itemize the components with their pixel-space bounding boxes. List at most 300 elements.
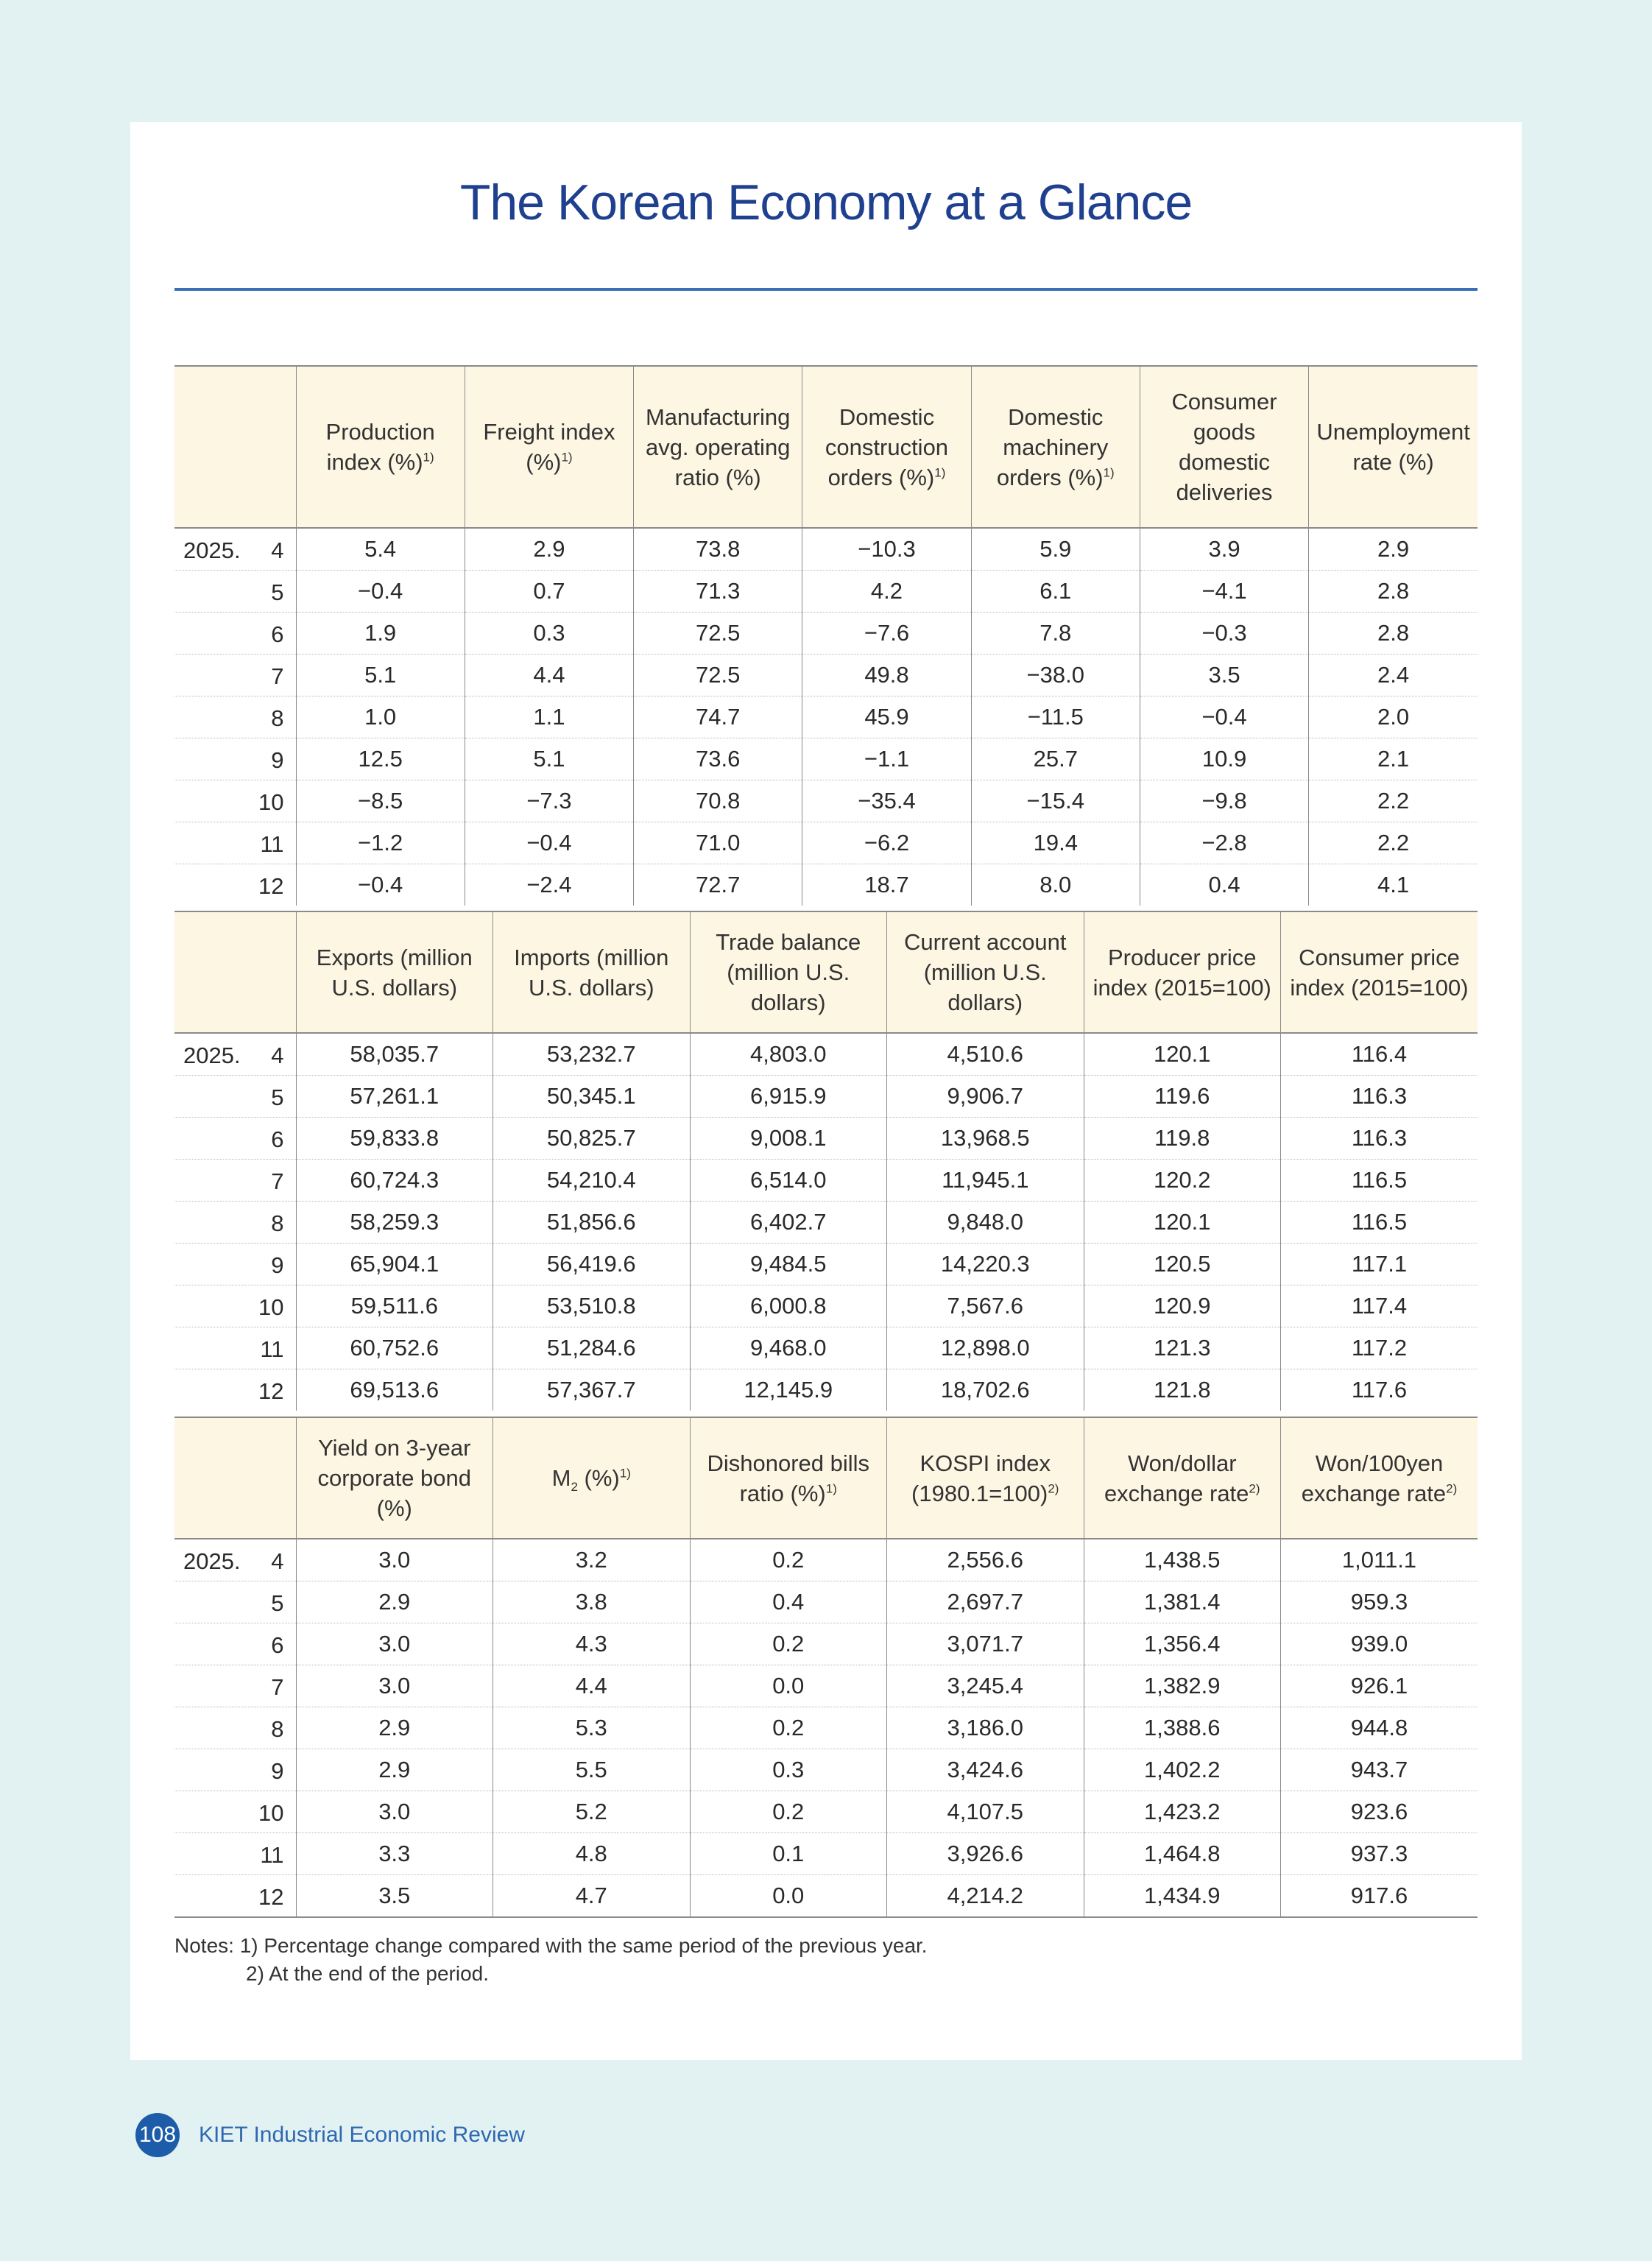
period-month: 6 — [271, 1632, 284, 1658]
data-cell: 1.1 — [465, 696, 633, 738]
data-cell: 117.2 — [1281, 1327, 1478, 1369]
data-cell: 5.3 — [493, 1707, 691, 1749]
footnote-marker: 1) — [934, 465, 946, 480]
table-row — [174, 1623, 1478, 1665]
table-row — [174, 1160, 1478, 1202]
table-row — [174, 1665, 1478, 1707]
period-cell — [174, 1033, 296, 1076]
data-cell: 3.5 — [1140, 655, 1308, 696]
data-cell: 4,214.2 — [887, 1875, 1084, 1918]
column-header — [493, 911, 691, 1033]
footnote-marker: 1) — [619, 1466, 631, 1481]
table-body — [174, 1033, 1478, 1411]
footnote-marker: 1) — [1103, 465, 1115, 480]
data-cell: 1,388.6 — [1084, 1707, 1281, 1749]
data-cell: 59,511.6 — [296, 1285, 493, 1327]
data-cell: 923.6 — [1281, 1791, 1478, 1833]
data-cell: 2.1 — [1309, 738, 1478, 780]
data-cell: −10.3 — [802, 528, 971, 571]
data-cell: 0.2 — [690, 1539, 887, 1581]
data-cell: 65,904.1 — [296, 1244, 493, 1285]
data-cell: 121.3 — [1084, 1327, 1281, 1369]
data-cell: 4.3 — [493, 1623, 691, 1665]
column-header-subscript: 2 — [571, 1480, 578, 1495]
column-header-label: Production index (%) — [325, 419, 435, 475]
data-cell: 5.5 — [493, 1749, 691, 1791]
table-row — [174, 1581, 1478, 1623]
data-cell: 72.5 — [634, 613, 802, 655]
period-month: 7 — [271, 1674, 284, 1700]
data-cell: 6.1 — [971, 571, 1140, 613]
data-cell: 3.0 — [296, 1665, 493, 1707]
table-row — [174, 822, 1478, 864]
period-month: 6 — [271, 1126, 284, 1152]
column-header-label: Dishonored bills ratio (%) — [707, 1450, 870, 1506]
data-cell: 0.7 — [465, 571, 633, 613]
title-divider — [174, 288, 1478, 291]
data-cell: 70.8 — [634, 780, 802, 822]
data-cell: 120.9 — [1084, 1285, 1281, 1327]
data-cell: 9,008.1 — [690, 1118, 887, 1160]
data-cell: −6.2 — [802, 822, 971, 864]
data-cell: 1,423.2 — [1084, 1791, 1281, 1833]
data-cell: 12,145.9 — [690, 1369, 887, 1411]
period-cell — [174, 1369, 296, 1411]
period-cell — [174, 1118, 296, 1160]
page-sheet — [130, 122, 1522, 2060]
column-header-label: Trade balance (million U.S. dollars) — [716, 929, 861, 1015]
data-cell: 12.5 — [296, 738, 465, 780]
data-cell: 49.8 — [802, 655, 971, 696]
data-cell: 11,945.1 — [887, 1160, 1084, 1202]
period-cell — [174, 864, 296, 906]
data-cell: −7.3 — [465, 780, 633, 822]
data-cell: 12,898.0 — [887, 1327, 1084, 1369]
table-body — [174, 1539, 1478, 1917]
data-cell: 0.0 — [690, 1665, 887, 1707]
period-cell — [174, 1076, 296, 1118]
data-cell: 0.1 — [690, 1833, 887, 1875]
table-row — [174, 1875, 1478, 1918]
data-cell: 2.4 — [1309, 655, 1478, 696]
data-cell: 117.1 — [1281, 1244, 1478, 1285]
column-header-label: Unemployment rate (%) — [1316, 419, 1470, 475]
data-cell: 2.9 — [296, 1707, 493, 1749]
period-month: 11 — [260, 831, 284, 857]
data-cell: 4,107.5 — [887, 1791, 1084, 1833]
data-cell: 6,000.8 — [690, 1285, 887, 1327]
data-cell: 6,514.0 — [690, 1160, 887, 1202]
table-row — [174, 1539, 1478, 1581]
footnote-marker: 1) — [561, 450, 573, 465]
period-month: 7 — [271, 663, 284, 689]
data-cell: 3.8 — [493, 1581, 691, 1623]
table-header-row — [174, 1417, 1478, 1539]
data-cell: 3,926.6 — [887, 1833, 1084, 1875]
table-row — [174, 780, 1478, 822]
data-cell: 50,825.7 — [493, 1118, 691, 1160]
period-year: 2025. — [183, 1548, 241, 1574]
period-cell — [174, 613, 296, 655]
table-row — [174, 1369, 1478, 1411]
data-cell: 939.0 — [1281, 1623, 1478, 1665]
data-cell: 3.0 — [296, 1539, 493, 1581]
period-month: 12 — [258, 1378, 284, 1404]
period-month: 6 — [271, 621, 284, 647]
column-header — [1281, 911, 1478, 1033]
data-cell: 5.2 — [493, 1791, 691, 1833]
data-cell: 3.0 — [296, 1791, 493, 1833]
table-financial-indicators — [174, 1417, 1478, 1918]
data-cell: 937.3 — [1281, 1833, 1478, 1875]
period-month: 5 — [271, 1590, 284, 1616]
data-cell: 0.3 — [690, 1749, 887, 1791]
data-cell: 51,284.6 — [493, 1327, 691, 1369]
data-cell: 4.4 — [493, 1665, 691, 1707]
data-cell: 3,071.7 — [887, 1623, 1084, 1665]
header-period — [174, 1417, 296, 1539]
column-header — [465, 366, 633, 528]
column-header-label: Consumer goods domestic deliveries — [1171, 389, 1277, 505]
period-year: 2025. — [183, 537, 241, 563]
data-cell: 4.4 — [465, 655, 633, 696]
period-month: 8 — [271, 1716, 284, 1742]
period-month: 12 — [258, 1884, 284, 1910]
data-cell: 53,510.8 — [493, 1285, 691, 1327]
data-cell: 18.7 — [802, 864, 971, 906]
footnote-marker: 1) — [423, 450, 434, 465]
data-cell: 3.5 — [296, 1875, 493, 1918]
data-cell: 1,402.2 — [1084, 1749, 1281, 1791]
data-cell: 3.2 — [493, 1539, 691, 1581]
page-title: The Korean Economy at a Glance — [459, 174, 1193, 230]
period-month: 8 — [271, 705, 284, 731]
data-cell: −2.8 — [1140, 822, 1308, 864]
data-cell: 71.3 — [634, 571, 802, 613]
table-header-row — [174, 366, 1478, 528]
table-row — [174, 864, 1478, 906]
column-header-label-suffix: (%) — [577, 1465, 620, 1491]
data-cell: 9,484.5 — [690, 1244, 887, 1285]
data-cell: 72.7 — [634, 864, 802, 906]
data-cell: 0.4 — [690, 1581, 887, 1623]
data-cell: −0.4 — [465, 822, 633, 864]
data-cell: 51,856.6 — [493, 1202, 691, 1244]
data-cell: −8.5 — [296, 780, 465, 822]
period-cell — [174, 655, 296, 696]
data-cell: 120.1 — [1084, 1033, 1281, 1076]
data-cell: 119.8 — [1084, 1118, 1281, 1160]
data-cell: 2.9 — [465, 528, 633, 571]
table-row — [174, 1749, 1478, 1791]
page-number-badge: 108 — [135, 2113, 180, 2157]
data-cell: 13,968.5 — [887, 1118, 1084, 1160]
data-cell: 119.6 — [1084, 1076, 1281, 1118]
table-notes — [174, 1932, 928, 1988]
table-body — [174, 528, 1478, 906]
footnote-marker: 2) — [1249, 1481, 1260, 1496]
period-month: 4 — [271, 1548, 284, 1574]
period-cell — [174, 528, 296, 571]
period-cell — [174, 1539, 296, 1581]
period-cell — [174, 696, 296, 738]
data-cell: 7,567.6 — [887, 1285, 1084, 1327]
period-year: 2025. — [183, 1043, 241, 1068]
data-cell: 4.1 — [1309, 864, 1478, 906]
data-cell: 926.1 — [1281, 1665, 1478, 1707]
data-cell: 120.5 — [1084, 1244, 1281, 1285]
footnote-marker: 2) — [1048, 1481, 1059, 1496]
data-cell: 1.0 — [296, 696, 465, 738]
data-cell: 2.8 — [1309, 613, 1478, 655]
data-cell: 58,259.3 — [296, 1202, 493, 1244]
column-header — [1084, 911, 1281, 1033]
footnote-marker: 2) — [1446, 1481, 1458, 1496]
period-cell — [174, 780, 296, 822]
data-cell: −0.4 — [296, 864, 465, 906]
data-cell: 943.7 — [1281, 1749, 1478, 1791]
data-cell: 54,210.4 — [493, 1160, 691, 1202]
column-header — [296, 366, 465, 528]
data-cell: 116.3 — [1281, 1076, 1478, 1118]
column-header-label: Imports (million U.S. dollars) — [514, 944, 669, 1001]
period-cell — [174, 1665, 296, 1707]
data-cell: −2.4 — [465, 864, 633, 906]
table-row — [174, 1076, 1478, 1118]
table-row — [174, 1707, 1478, 1749]
column-header — [1309, 366, 1478, 528]
note-2: 2) At the end of the period. — [246, 1962, 490, 1985]
data-cell: 944.8 — [1281, 1707, 1478, 1749]
data-cell: 3.3 — [296, 1833, 493, 1875]
period-month: 12 — [258, 873, 284, 899]
data-cell: 69,513.6 — [296, 1369, 493, 1411]
data-cell: 72.5 — [634, 655, 802, 696]
data-cell: 2.2 — [1309, 822, 1478, 864]
data-cell: 7.8 — [971, 613, 1140, 655]
data-cell: 120.1 — [1084, 1202, 1281, 1244]
column-header — [887, 911, 1084, 1033]
column-header-label: M — [551, 1465, 571, 1491]
data-cell: 2.9 — [296, 1749, 493, 1791]
column-header-label: Manufacturing avg. operating ratio (%) — [645, 403, 791, 490]
period-cell — [174, 1707, 296, 1749]
data-cell: 0.0 — [690, 1875, 887, 1918]
data-cell: 5.9 — [971, 528, 1140, 571]
data-cell: 2.2 — [1309, 780, 1478, 822]
data-cell: 59,833.8 — [296, 1118, 493, 1160]
data-cell: 50,345.1 — [493, 1076, 691, 1118]
page-footer — [135, 2113, 525, 2157]
table-row — [174, 1791, 1478, 1833]
column-header-label: Domestic machinery orders (%) — [996, 403, 1109, 490]
data-cell: 74.7 — [634, 696, 802, 738]
data-cell: 6,915.9 — [690, 1076, 887, 1118]
data-cell: 73.8 — [634, 528, 802, 571]
column-header — [296, 1417, 493, 1539]
period-month: 9 — [271, 1758, 284, 1784]
data-cell: 2.9 — [1309, 528, 1478, 571]
column-header-label: Exports (million U.S. dollars) — [316, 944, 473, 1001]
note-1: Notes: 1) Percentage change compared with the same period of the previous year. — [174, 1934, 928, 1957]
data-cell: 0.2 — [690, 1707, 887, 1749]
data-cell: 2.8 — [1309, 571, 1478, 613]
data-cell: −7.6 — [802, 613, 971, 655]
table-row — [174, 738, 1478, 780]
data-cell: 117.6 — [1281, 1369, 1478, 1411]
table-row — [174, 655, 1478, 696]
column-header-label: Domestic construction orders (%) — [825, 403, 949, 490]
data-cell: 3,424.6 — [887, 1749, 1084, 1791]
data-cell: 959.3 — [1281, 1581, 1478, 1623]
period-cell — [174, 1791, 296, 1833]
column-header-label: KOSPI index (1980.1=100) — [911, 1450, 1051, 1506]
data-cell: 5.1 — [465, 738, 633, 780]
period-cell — [174, 571, 296, 613]
period-cell — [174, 1160, 296, 1202]
data-cell: 4.8 — [493, 1833, 691, 1875]
footnote-marker: 1) — [825, 1481, 837, 1496]
data-cell: 2.9 — [296, 1581, 493, 1623]
period-cell — [174, 738, 296, 780]
data-cell: 0.2 — [690, 1791, 887, 1833]
table-production-indicators — [174, 365, 1478, 906]
data-cell: 8.0 — [971, 864, 1140, 906]
period-month: 4 — [271, 537, 284, 563]
data-cell: 917.6 — [1281, 1875, 1478, 1918]
table-row — [174, 1118, 1478, 1160]
column-header — [690, 1417, 887, 1539]
data-cell: 25.7 — [971, 738, 1140, 780]
data-cell: −4.1 — [1140, 571, 1308, 613]
data-cell: −1.2 — [296, 822, 465, 864]
data-cell: 1,356.4 — [1084, 1623, 1281, 1665]
column-header-label: Won/dollar exchange rate — [1104, 1450, 1249, 1506]
data-cell: −11.5 — [971, 696, 1140, 738]
data-cell: 60,752.6 — [296, 1327, 493, 1369]
column-header — [690, 911, 887, 1033]
table-row — [174, 1033, 1478, 1076]
data-cell: 3.9 — [1140, 528, 1308, 571]
period-cell — [174, 1244, 296, 1285]
table-row — [174, 528, 1478, 571]
period-cell — [174, 1285, 296, 1327]
period-month: 9 — [271, 747, 284, 773]
column-header — [1281, 1417, 1478, 1539]
column-header-label: Consumer price index (2015=100) — [1290, 944, 1469, 1001]
period-cell — [174, 1623, 296, 1665]
table-row — [174, 571, 1478, 613]
period-month: 5 — [271, 1084, 284, 1110]
table-row — [174, 1327, 1478, 1369]
table-row — [174, 1244, 1478, 1285]
data-cell: −15.4 — [971, 780, 1140, 822]
data-cell: 1,464.8 — [1084, 1833, 1281, 1875]
column-header-label: Producer price index (2015=100) — [1092, 944, 1271, 1001]
data-cell: 116.5 — [1281, 1160, 1478, 1202]
data-cell: 2,556.6 — [887, 1539, 1084, 1581]
data-cell: 57,367.7 — [493, 1369, 691, 1411]
data-cell: 3.0 — [296, 1623, 493, 1665]
data-cell: −0.4 — [1140, 696, 1308, 738]
data-cell: 4.7 — [493, 1875, 691, 1918]
period-cell — [174, 822, 296, 864]
data-cell: 0.3 — [465, 613, 633, 655]
data-cell: 19.4 — [971, 822, 1140, 864]
header-period — [174, 911, 296, 1033]
data-cell: −35.4 — [802, 780, 971, 822]
period-month: 11 — [260, 1336, 284, 1362]
period-month: 9 — [271, 1252, 284, 1278]
data-cell: 116.5 — [1281, 1202, 1478, 1244]
data-cell: 71.0 — [634, 822, 802, 864]
data-cell: 9,906.7 — [887, 1076, 1084, 1118]
data-cell: 73.6 — [634, 738, 802, 780]
data-cell: 2,697.7 — [887, 1581, 1084, 1623]
data-cell: 1,382.9 — [1084, 1665, 1281, 1707]
period-cell — [174, 1833, 296, 1875]
table-row — [174, 1285, 1478, 1327]
data-cell: 2.0 — [1309, 696, 1478, 738]
column-header — [634, 366, 802, 528]
column-header — [493, 1417, 691, 1539]
column-header-label: Freight index (%) — [483, 419, 615, 475]
data-cell: 117.4 — [1281, 1285, 1478, 1327]
data-cell: −9.8 — [1140, 780, 1308, 822]
column-header — [1084, 1417, 1281, 1539]
column-header — [971, 366, 1140, 528]
data-cell: 6,402.7 — [690, 1202, 887, 1244]
period-month: 10 — [258, 1294, 284, 1320]
data-cell: 4,803.0 — [690, 1033, 887, 1076]
period-cell — [174, 1749, 296, 1791]
period-month: 7 — [271, 1168, 284, 1194]
column-header-label: Won/100yen exchange rate — [1301, 1450, 1447, 1506]
data-cell: 4.2 — [802, 571, 971, 613]
table-row — [174, 1833, 1478, 1875]
column-header — [802, 366, 971, 528]
data-cell: 5.4 — [296, 528, 465, 571]
data-cell: 9,468.0 — [690, 1327, 887, 1369]
period-month: 4 — [271, 1043, 284, 1068]
table-row — [174, 613, 1478, 655]
data-cell: 58,035.7 — [296, 1033, 493, 1076]
period-month: 10 — [258, 1800, 284, 1826]
column-header-label: Current account (million U.S. dollars) — [903, 929, 1067, 1015]
period-month: 11 — [260, 1842, 284, 1868]
period-cell — [174, 1581, 296, 1623]
period-cell — [174, 1202, 296, 1244]
column-header — [887, 1417, 1084, 1539]
data-cell: 3,186.0 — [887, 1707, 1084, 1749]
data-cell: 1.9 — [296, 613, 465, 655]
data-cell: −38.0 — [971, 655, 1140, 696]
column-header — [296, 911, 493, 1033]
data-cell: 1,381.4 — [1084, 1581, 1281, 1623]
table-row — [174, 696, 1478, 738]
period-cell — [174, 1875, 296, 1918]
column-header-label: Yield on 3-year corporate bond (%) — [317, 1435, 472, 1521]
data-cell: 0.2 — [690, 1623, 887, 1665]
data-cell: −0.4 — [296, 571, 465, 613]
data-cell: 56,419.6 — [493, 1244, 691, 1285]
data-cell: 116.4 — [1281, 1033, 1478, 1076]
header-period — [174, 366, 296, 528]
period-month: 8 — [271, 1210, 284, 1236]
data-cell: 1,434.9 — [1084, 1875, 1281, 1918]
period-cell — [174, 1327, 296, 1369]
data-cell: 60,724.3 — [296, 1160, 493, 1202]
